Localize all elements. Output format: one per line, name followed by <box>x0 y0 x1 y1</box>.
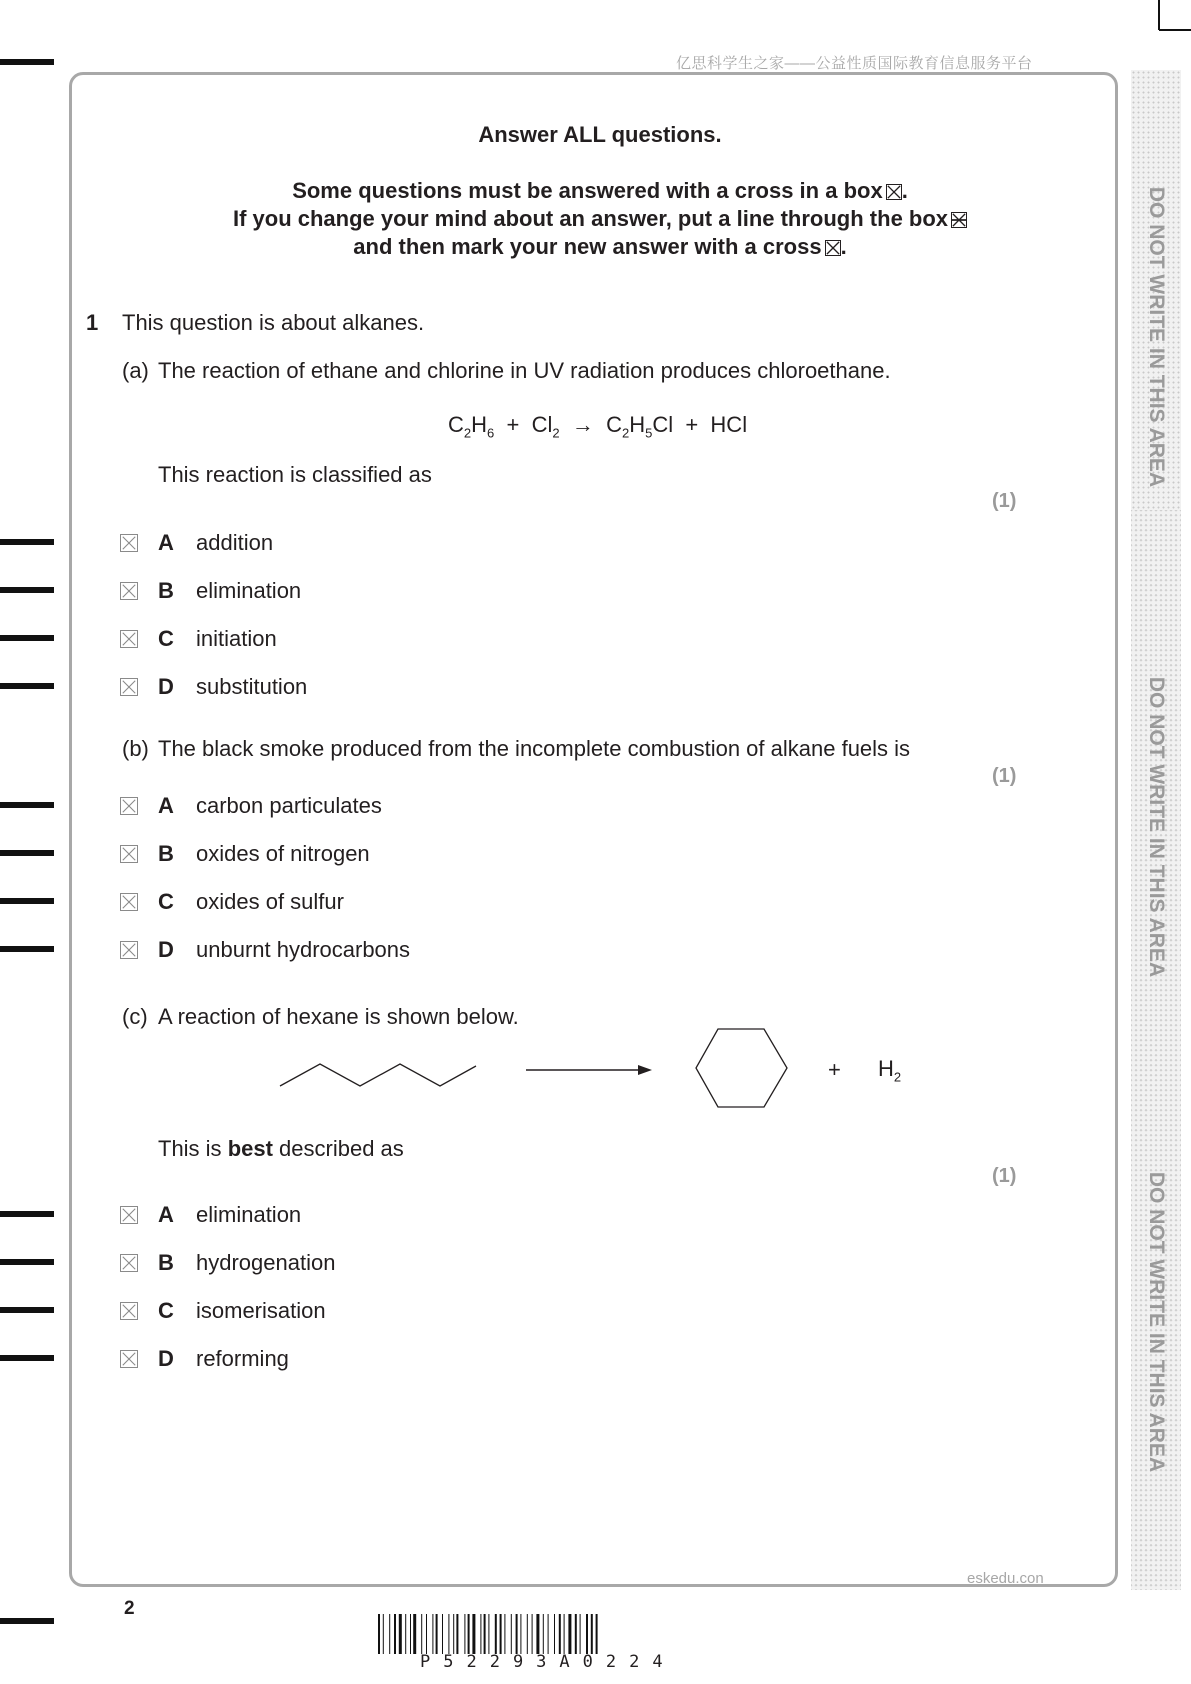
answer-checkbox[interactable] <box>120 941 138 959</box>
barcode-bar <box>516 1614 518 1654</box>
instruction-period: . <box>840 234 847 259</box>
part-c-prompt <box>158 1136 404 1162</box>
barcode-bar <box>399 1614 402 1654</box>
barcode-bar <box>480 1614 481 1654</box>
option-letter: B <box>158 578 174 603</box>
barcode-bar <box>410 1614 411 1654</box>
option-label: reforming <box>196 1346 289 1371</box>
barcode-bar <box>453 1614 454 1654</box>
option-letter: D <box>158 1346 174 1371</box>
barcode-bar <box>543 1614 544 1654</box>
product-plus: + <box>828 1057 841 1082</box>
option-letter: D <box>158 937 174 962</box>
barcode-bar <box>559 1614 561 1654</box>
barcode-bar <box>527 1614 528 1654</box>
margin-bar <box>0 898 54 904</box>
option-label: oxides of nitrogen <box>196 841 370 866</box>
barcode-bar <box>520 1614 521 1654</box>
cyclohexane-ring <box>694 1026 790 1110</box>
instruction-new-answer <box>120 234 1080 260</box>
margin-bar <box>0 1355 54 1361</box>
barcode-bar <box>484 1614 486 1654</box>
struck-cross-box-icon <box>951 212 967 228</box>
eq-sub: 2 <box>463 425 472 441</box>
instruction-change <box>120 206 1080 232</box>
eq-term: C <box>448 412 464 437</box>
option-label: carbon particulates <box>196 793 382 818</box>
barcode-bar <box>495 1614 497 1654</box>
option-letter: A <box>158 530 174 555</box>
barcode-bar <box>596 1614 598 1654</box>
barcode-bar <box>568 1614 571 1654</box>
barcode-bar <box>378 1614 380 1654</box>
hexane-skeletal-structure <box>276 1058 480 1092</box>
barcode-bar <box>394 1614 396 1654</box>
option-label: substitution <box>196 674 308 699</box>
barcode-bar <box>413 1614 416 1654</box>
option-letter: C <box>158 889 174 914</box>
barcode-bar <box>442 1614 443 1654</box>
part-b-label: (b) <box>122 736 149 761</box>
barcode-bar <box>575 1614 577 1654</box>
option-letter: C <box>158 1298 174 1323</box>
barcode-bar <box>504 1614 505 1654</box>
eq-term: C <box>606 412 622 437</box>
margin-bar <box>0 1211 54 1217</box>
eq-sub: 2 <box>621 425 630 441</box>
eq-plus: + <box>685 412 699 437</box>
option-letter: A <box>158 1202 174 1227</box>
chemical-equation <box>448 412 747 440</box>
barcode-bar <box>586 1614 588 1654</box>
reaction-arrow-icon <box>524 1060 654 1080</box>
side-warning-middle: DO NOT WRITE IN THIS AREA <box>1145 676 1168 978</box>
option-label: hydrogenation <box>196 1250 336 1275</box>
margin-bar <box>0 1618 54 1624</box>
eq-arrow: → <box>571 412 594 437</box>
instruction-answer-all: Answer ALL questions. <box>478 122 722 147</box>
barcode-bar <box>464 1614 465 1654</box>
cross-box-icon <box>886 184 902 200</box>
eq-sub: 2 <box>552 425 560 441</box>
option-label: unburnt hydrocarbons <box>196 937 411 962</box>
barcode-bar <box>580 1614 581 1654</box>
hydrogen-product <box>878 1056 901 1084</box>
eq-plus: + <box>506 412 520 437</box>
barcode-bar <box>500 1614 502 1654</box>
barcode-text: P52293A0224 <box>420 1652 676 1672</box>
option-letter: B <box>158 841 174 866</box>
answer-checkbox[interactable] <box>120 534 138 552</box>
option-label: initiation <box>196 626 277 651</box>
option-label: elimination <box>196 578 302 603</box>
option-label: isomerisation <box>196 1298 326 1323</box>
margin-bar <box>0 683 54 689</box>
margin-bar <box>0 635 54 641</box>
barcode <box>378 1614 810 1654</box>
barcode-bar <box>383 1614 384 1654</box>
watermark-bottom: eskedu.con <box>967 1570 1044 1587</box>
barcode-bar <box>426 1614 427 1654</box>
part-a-text: The reaction of ethane and chlorine in UV radiation produces chloroethane. <box>158 358 891 383</box>
instruction-cross <box>120 178 1080 204</box>
part-a-label: (a) <box>122 358 149 383</box>
hydrogen-symbol: H <box>878 1056 894 1081</box>
part-b-text: The black smoke produced from the incomplete combustion of alkane fuels is <box>158 736 911 761</box>
answer-checkbox[interactable] <box>120 845 138 863</box>
instruction-new-answer-text: and then mark your new answer with a cross <box>353 234 822 259</box>
part-c-marks: (1) <box>992 1165 1017 1187</box>
answer-checkbox[interactable] <box>120 797 138 815</box>
option-letter: B <box>158 1250 174 1275</box>
barcode-bar <box>448 1614 449 1654</box>
corner-crop-mark <box>1155 0 1191 36</box>
margin-bar <box>0 1307 54 1313</box>
side-warning-top: DO NOT WRITE IN THIS AREA <box>1145 186 1168 488</box>
watermark-top: 亿思科学生之家——公益性质国际教育信息服务平台 <box>676 55 1033 72</box>
answer-checkbox[interactable] <box>120 630 138 648</box>
hydrogen-subscript: 2 <box>893 1069 902 1085</box>
eq-term: HCl <box>710 412 748 437</box>
barcode-bar <box>511 1614 512 1654</box>
part-a-prompt: This reaction is classified as <box>158 462 432 487</box>
eq-term: Cl <box>652 412 674 437</box>
barcode-bar <box>468 1614 470 1654</box>
option-label: addition <box>196 530 274 555</box>
eq-sub: 6 <box>487 425 495 441</box>
option-label: elimination <box>196 1202 302 1227</box>
prompt-post: described as <box>272 1136 404 1161</box>
margin-bar <box>0 850 54 856</box>
option-letter: C <box>158 626 174 651</box>
part-b-marks: (1) <box>992 765 1017 787</box>
answer-checkbox[interactable] <box>120 1302 138 1320</box>
margin-bar <box>0 59 54 65</box>
margin-bar <box>0 587 54 593</box>
cross-box-icon <box>825 240 841 256</box>
answer-checkbox[interactable] <box>120 893 138 911</box>
prompt-emphasis: best <box>227 1136 273 1161</box>
barcode-bar <box>472 1614 475 1654</box>
part-a-marks: (1) <box>992 490 1017 512</box>
barcode-bar <box>436 1614 438 1654</box>
barcode-bar <box>554 1614 555 1654</box>
eq-sub: 5 <box>645 425 653 441</box>
part-c-label: (c) <box>122 1004 148 1029</box>
side-warning-bottom: DO NOT WRITE IN THIS AREA <box>1145 1171 1168 1473</box>
answer-checkbox[interactable] <box>120 1254 138 1272</box>
page-number: 2 <box>124 1598 135 1619</box>
barcode-bar <box>421 1614 422 1654</box>
eq-term: H <box>629 412 646 437</box>
barcode-bar <box>405 1614 406 1654</box>
option-letter: D <box>158 674 174 699</box>
instruction-change-text: If you change your mind about an answer, put a line through the box <box>232 206 949 231</box>
eq-term: H <box>471 412 488 437</box>
prompt-pre: This is <box>158 1136 228 1161</box>
margin-bar <box>0 946 54 952</box>
option-label: oxides of sulfur <box>196 889 344 914</box>
barcode-bar <box>488 1614 489 1654</box>
option-letter: A <box>158 793 174 818</box>
barcode-bar <box>591 1614 593 1654</box>
answer-checkbox[interactable] <box>120 1350 138 1368</box>
eq-term: Cl <box>531 412 553 437</box>
barcode-bar <box>536 1614 539 1654</box>
barcode-bar <box>432 1614 433 1654</box>
barcode-bar <box>456 1614 458 1654</box>
margin-bar <box>0 802 54 808</box>
question-stem: This question is about alkanes. <box>122 310 425 335</box>
barcode-bar <box>548 1614 549 1654</box>
barcode-bar <box>532 1614 533 1654</box>
answer-checkbox[interactable] <box>120 1206 138 1224</box>
margin-bar <box>0 539 54 545</box>
barcode-bar <box>389 1614 390 1654</box>
answer-checkbox[interactable] <box>120 678 138 696</box>
barcode-bar <box>564 1614 565 1654</box>
instruction-cross-text: Some questions must be answered with a cross in a box <box>292 178 883 203</box>
margin-bar <box>0 1259 54 1265</box>
part-c-text: A reaction of hexane is shown below. <box>158 1004 519 1029</box>
question-number: 1 <box>86 310 99 335</box>
answer-checkbox[interactable] <box>120 582 138 600</box>
instruction-period: . <box>901 178 908 203</box>
